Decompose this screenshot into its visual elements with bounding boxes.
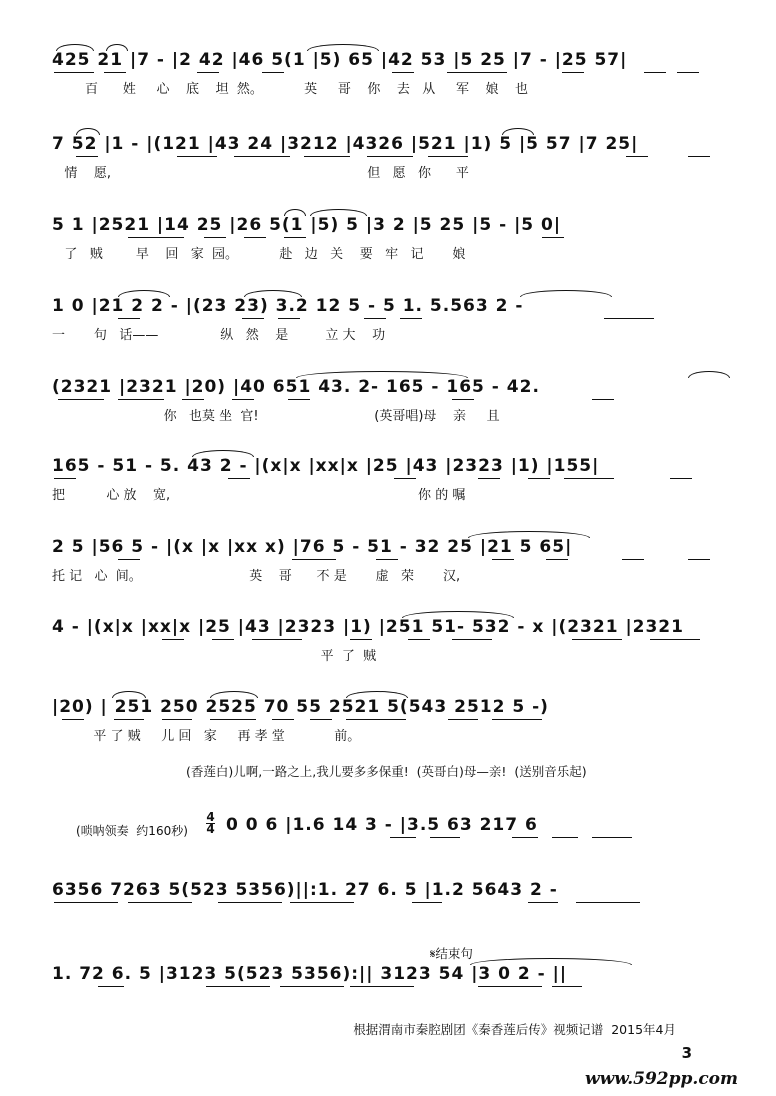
underline [162, 639, 184, 640]
underline [394, 478, 416, 479]
underline [576, 902, 640, 903]
lyrics-line-4: 一 句 话—— 纵 然 是 立 大 功 [52, 328, 386, 343]
underline [262, 72, 284, 73]
underline [452, 399, 474, 400]
underline [492, 559, 514, 560]
underline [408, 639, 430, 640]
lyrics-line-1: 百 姓 心 底 坦 然。 英 哥 你 去 从 军 娘 也 [52, 82, 528, 97]
underline [182, 399, 204, 400]
slur [296, 371, 468, 378]
underline [252, 639, 302, 640]
underline [54, 478, 76, 479]
underline [592, 399, 614, 400]
underline [552, 986, 582, 987]
end-phrase-marker: 𝄋结束句 [430, 946, 473, 961]
underline [346, 719, 406, 720]
slur [112, 691, 146, 698]
underline [650, 639, 700, 640]
underline [206, 986, 270, 987]
lyrics-line-7: 托 记 心 间。 英 哥 不 是 虚 荣 汉, [52, 569, 461, 584]
slur [284, 209, 306, 216]
slur [210, 691, 258, 698]
notation-line-1: 425 21 |7 - |2 42 |46 5(1 |5) 65 |42 53 |5 25 |7 - |25 57| [52, 50, 628, 70]
underline [218, 902, 282, 903]
underline [118, 399, 164, 400]
instrumental-lead-note: (唢呐领奏 约160秒) [76, 824, 188, 838]
lyrics-line-5: 你 也莫 坐 官! (英哥唱)母 亲 且 [52, 409, 500, 424]
slur [310, 209, 367, 216]
underline [228, 478, 250, 479]
slur [402, 611, 514, 618]
underline [512, 837, 538, 838]
underline [677, 72, 699, 73]
underline [392, 72, 414, 73]
slur [244, 290, 302, 297]
underline [310, 719, 332, 720]
notation-line-6: 165 - 51 - 5. 43 2 - |(x|x |xx|x |25 |43 |2323 |1) |155| [52, 456, 600, 476]
underline [428, 156, 468, 157]
underline [552, 837, 578, 838]
page-number: 3 [681, 1044, 692, 1062]
underline [118, 318, 140, 319]
underline [688, 156, 710, 157]
underline [128, 237, 184, 238]
underline [234, 156, 290, 157]
notation-line-5: (2321 |2321 |20) |40 651 43. 2- 165 - 165 - 42. [52, 377, 540, 397]
underline [288, 399, 310, 400]
underline [58, 399, 104, 400]
underline [528, 478, 550, 479]
slur [106, 44, 128, 51]
underline [626, 156, 648, 157]
underline [564, 478, 614, 479]
underline [478, 986, 542, 987]
underline [670, 478, 692, 479]
underline [232, 399, 254, 400]
underline [350, 639, 372, 640]
notation-line-9: |20) | 251 250 2525 70 55 2521 5(543 2512 5 -) [52, 697, 549, 717]
underline [604, 318, 654, 319]
underline [54, 72, 94, 73]
slur [470, 958, 632, 965]
slur [346, 691, 408, 698]
underline [197, 72, 219, 73]
underline [562, 72, 584, 73]
underline [242, 318, 264, 319]
underline [278, 318, 300, 319]
underline [244, 237, 266, 238]
underline [162, 719, 192, 720]
slur [307, 44, 379, 51]
site-watermark: www.592pp.com [585, 1069, 738, 1089]
underline [622, 559, 644, 560]
underline [376, 559, 398, 560]
underline [177, 156, 217, 157]
underline [280, 986, 344, 987]
instrumental-line-2: 6356 7263 5(523 5356)||:1. 27 6. 5 |1.2 5643 2 - [52, 880, 558, 900]
underline [430, 837, 460, 838]
underline [76, 156, 98, 157]
underline [452, 639, 492, 640]
underline [54, 902, 118, 903]
lyrics-line-8: 平 了 贼 [52, 649, 377, 664]
notation-line-8: 4 - |(x|x |xx|x |25 |43 |2323 |1) |251 51- 532 - x |(2321 |2321 [52, 617, 684, 637]
underline [572, 639, 622, 640]
underline [272, 719, 294, 720]
slur [192, 450, 254, 457]
slur [76, 128, 100, 135]
underline [212, 639, 234, 640]
underline [292, 559, 336, 560]
slur [468, 531, 590, 538]
underline [390, 837, 416, 838]
underline [478, 478, 500, 479]
slur [688, 371, 730, 378]
dialog-line: (香莲白)儿啊,一路之上,我儿要多多保重! (英哥白)母—亲! (送别音乐起) [186, 764, 587, 779]
lyrics-line-3: 了 贼 早 回 家 园。 赴 边 关 要 牢 记 娘 [52, 247, 466, 262]
underline [284, 237, 306, 238]
underline [528, 902, 558, 903]
notation-line-2: 7 52 |1 - |(121 |43 24 |3212 |4326 |521 |1) 5 |5 57 |7 25| [52, 134, 639, 154]
underline [542, 237, 564, 238]
underline [304, 156, 350, 157]
underline [98, 986, 124, 987]
time-signature-bottom: 4 [206, 822, 215, 836]
underline [492, 719, 542, 720]
underline [128, 902, 192, 903]
underline [688, 559, 710, 560]
lyrics-line-6: 把 心 放 宽, 你 的 嘱 [52, 488, 466, 503]
underline [400, 318, 422, 319]
underline [364, 318, 386, 319]
underline [114, 719, 144, 720]
instrumental-line-1: 0 0 6 |1.6 14 3 - |3.5 63 217 6 [226, 815, 538, 835]
slur [502, 128, 534, 135]
notation-line-3: 5 1 |2521 |14 25 |26 5(1 |5) 5 |3 2 |5 25 |5 - |5 0| [52, 215, 562, 235]
underline [350, 986, 414, 987]
slur [118, 290, 170, 297]
time-signature [206, 812, 215, 835]
underline [290, 902, 354, 903]
underline [204, 237, 226, 238]
underline [367, 156, 413, 157]
underline [210, 719, 256, 720]
lyrics-line-9: 平 了 贼 儿 回 家 再 孝 堂 前。 [52, 729, 361, 744]
slur [520, 290, 612, 297]
underline [62, 719, 84, 720]
underline [546, 559, 568, 560]
notation-line-7: 2 5 |56 5 - |(x |x |xx x) |76 5 - 51 - 32 25 |21 5 65| [52, 537, 573, 557]
underline [104, 72, 126, 73]
lyrics-line-2: 情 愿, 但 愿 你 平 [52, 166, 469, 181]
underline [592, 837, 632, 838]
instrumental-line-3: 1. 72 6. 5 |3123 5(523 5356):|| 3123 54 |3 0 2 - || [52, 964, 568, 984]
underline [644, 72, 666, 73]
notation-line-4: 1 0 |21 2 2 - |(23 23) 3.2 12 5 - 5 1. 5.563 2 - [52, 296, 524, 316]
slur [56, 44, 94, 51]
underline [448, 719, 478, 720]
underline [412, 902, 442, 903]
underline [447, 72, 507, 73]
transcription-credit: 根据渭南市秦腔剧团《秦香莲后传》视频记谱 2015年4月 [353, 1022, 676, 1037]
time-signature-top: 4 [206, 810, 215, 824]
underline [118, 559, 140, 560]
